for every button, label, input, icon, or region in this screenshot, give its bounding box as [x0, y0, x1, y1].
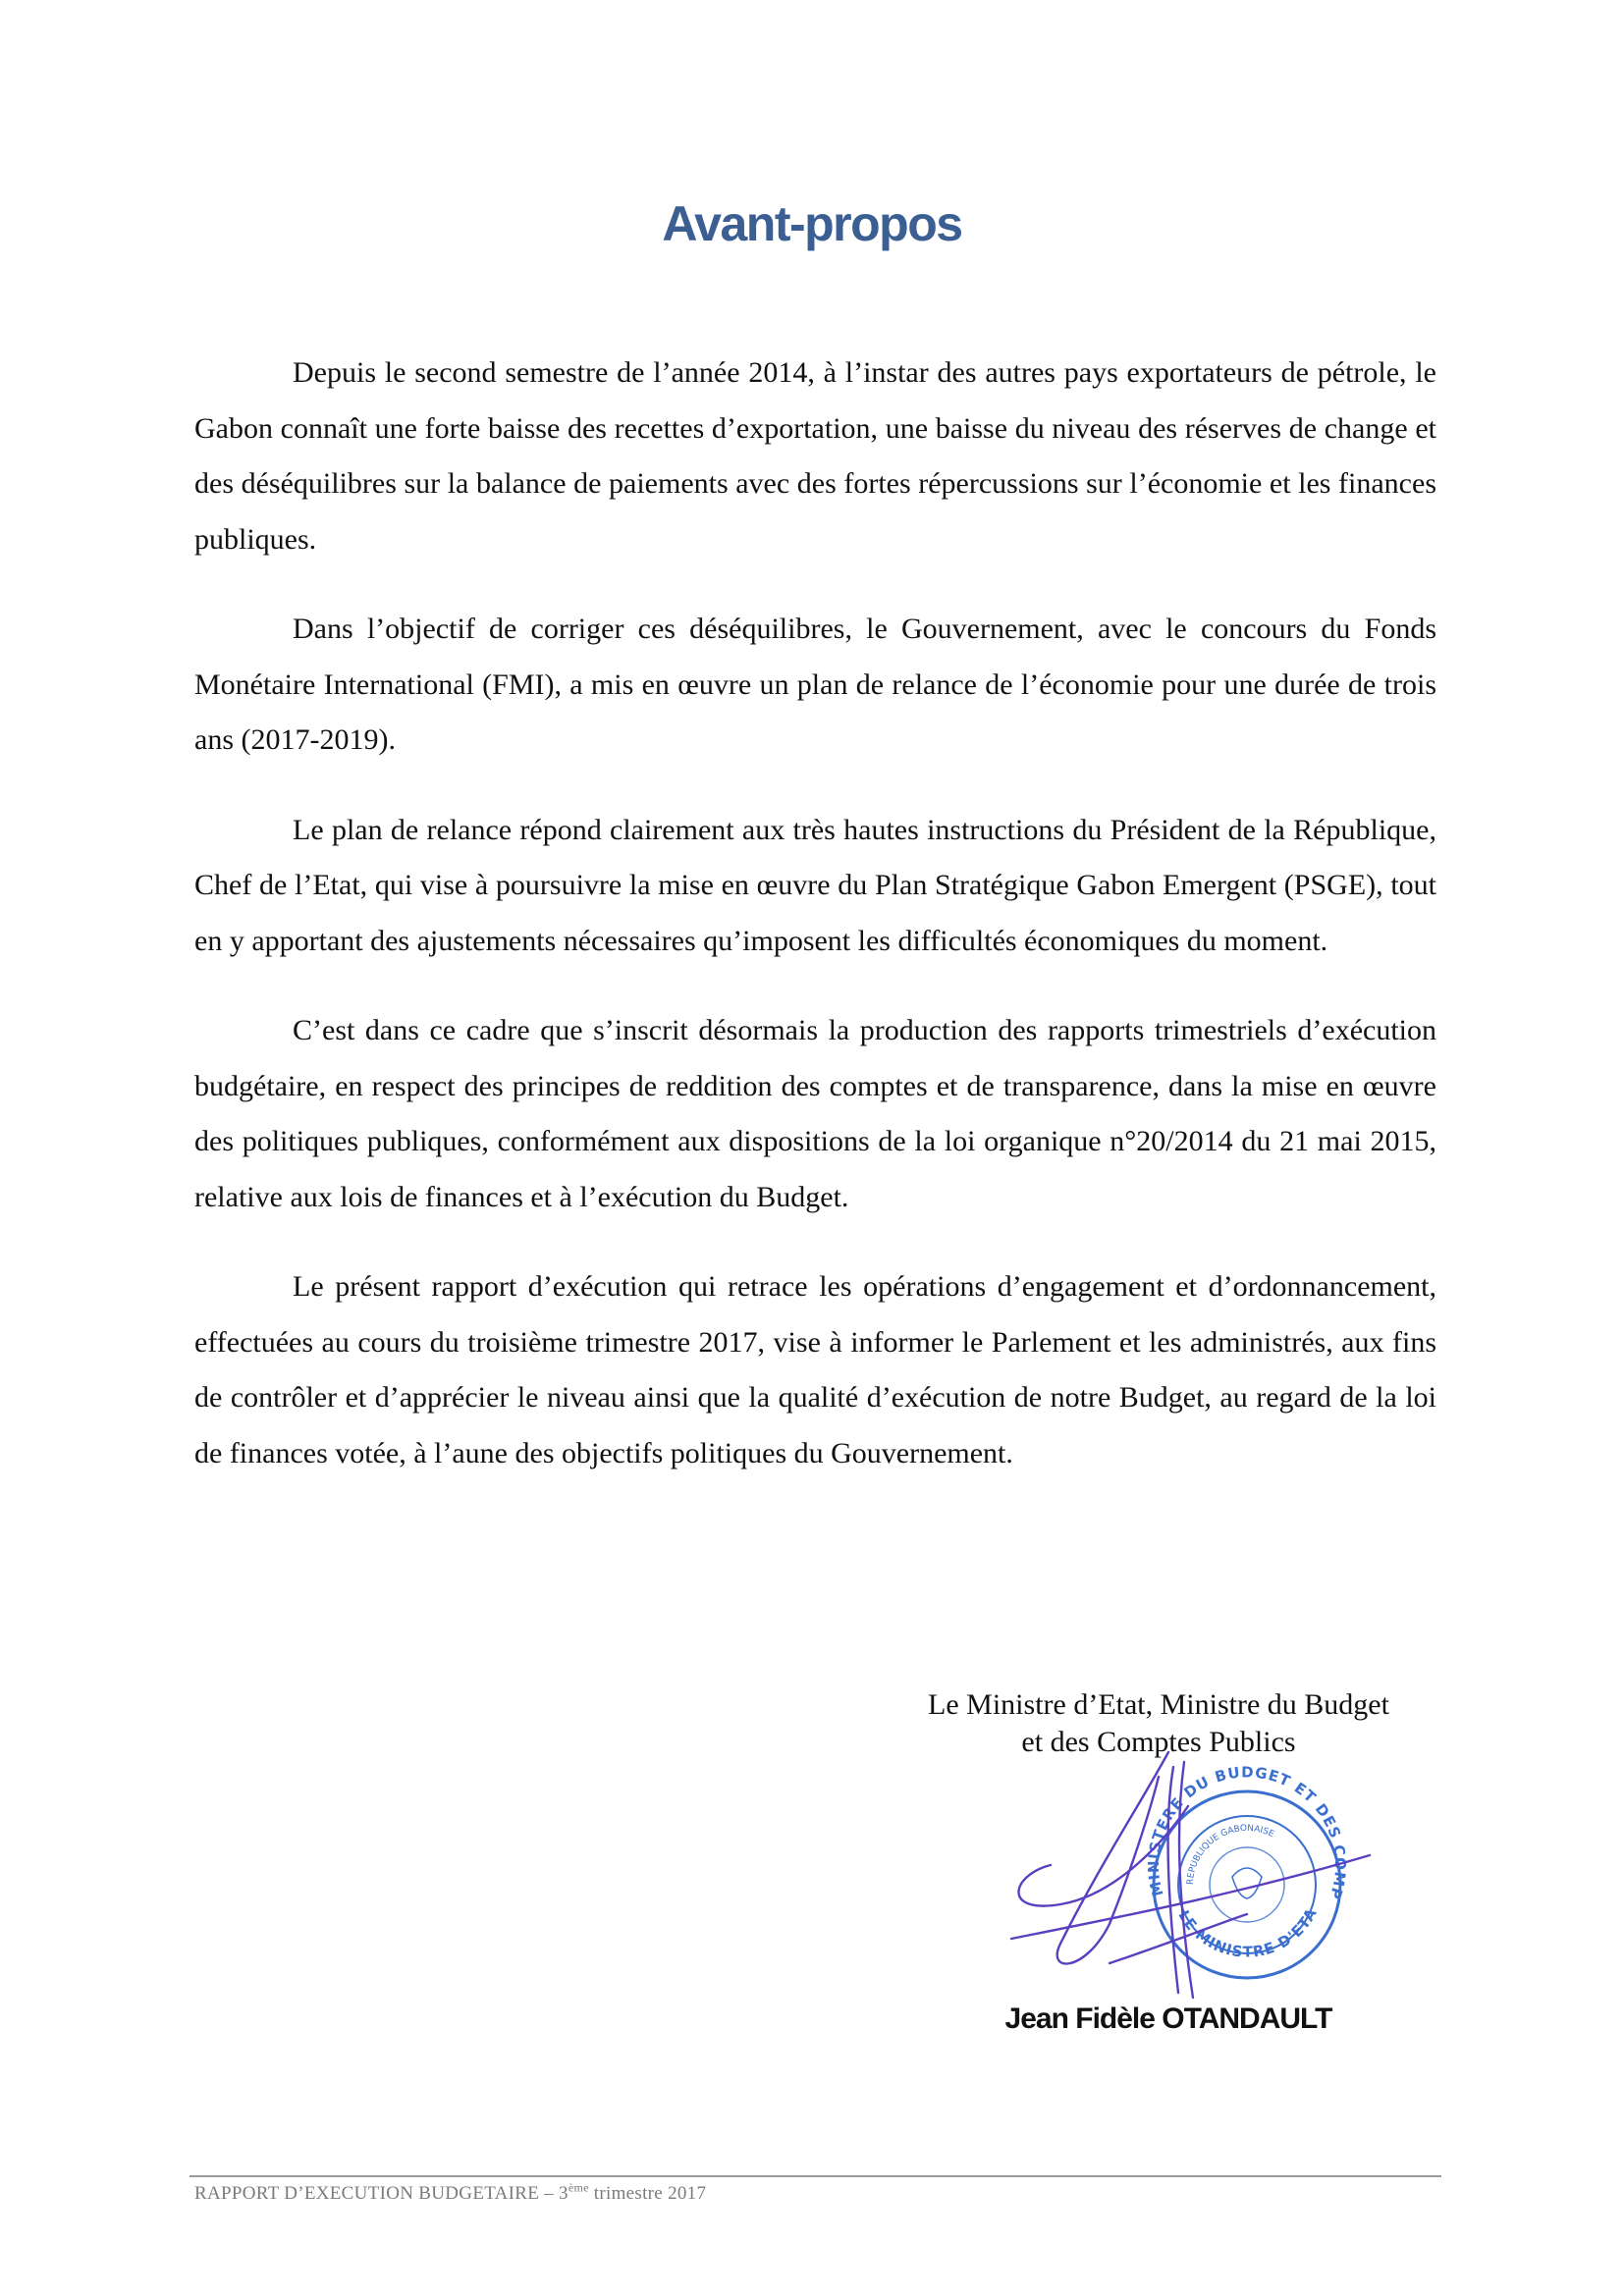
signature-and-stamp	[992, 1747, 1375, 2002]
body-text	[194, 346, 1436, 1516]
svg-text:REPUBLIQUE GABONAISE: REPUBLIQUE GABONAISE	[1185, 1823, 1276, 1886]
paragraph-1: Depuis le second semestre de l’année 2014, à l’instar des autres pays exportateurs de pétrole, le Gabon connaît une forte baisse des recettes d’exportation, une baisse du niveau des réserves de change et des déséquilibres sur la balance de paiements avec des fortes répercussions sur l’économie et les finances publiques.	[194, 356, 1436, 556]
footer-prefix: RAPPORT D’EXECUTION BUDGETAIRE – 3	[194, 2183, 568, 2204]
signatory-name: Jean Fidèle OTANDAULT	[1004, 2002, 1332, 2035]
page-footer	[194, 2180, 707, 2205]
svg-text:LE MINISTRE D'ETAT: LE MINISTRE D'ETA	[1174, 1905, 1321, 1961]
paragraph-3: Le plan de relance répond clairement aux très hautes instructions du Président de la République, Chef de l’Etat, qui vise à poursuivre la mise en œuvre du Plan Stratégique Gabon Emergent (PSGE), tout en y apportant des ajustements nécessaires qu’imposent les difficultés économiques du moment.	[194, 813, 1436, 957]
signatory-role-line-2: et des Comptes Publics	[1021, 1726, 1296, 1758]
signatory-role-line-1: Le Ministre d’Etat, Ministre du Budget	[928, 1688, 1389, 1721]
page-title: Avant-propos	[662, 196, 962, 251]
paragraph-2: Dans l’objectif de corriger ces déséquilibres, le Gouvernement, avec le concours du Fonds Monétaire International (FMI), a mis en œuvre un plan de relance de l’économie pour une durée de trois ans (2017-2019).	[194, 613, 1436, 756]
footer-divider	[189, 2175, 1441, 2177]
footer-suffix: trimestre 2017	[588, 2183, 707, 2204]
paragraph-5: Le présent rapport d’exécution qui retrace les opérations d’engagement et d’ordonnancement, effectuées au cours du troisième trimestre 2017, vise à informer le Parlement et les administrés, aux fins de contrôler et d’apprécier le niveau ainsi que la qualité d’exécution de notre Budget, au regard de la loi de finances votée, à l’aune des objectifs politiques du Gouvernement.	[194, 1270, 1436, 1469]
official-stamp-icon	[992, 1747, 1375, 2002]
svg-text:MINISTERE DU BUDGET ET DES COM: MINISTERE DU BUDGET ET DES COMP	[1144, 1763, 1350, 1902]
footer-superscript: ème	[568, 2180, 589, 2195]
paragraph-4: C’est dans ce cadre que s’inscrit désormais la production des rapports trimestriels d’exécution budgétaire, en respect des principes de reddition des comptes et de transparence, dans la mise en œuvre des politiques publiques, conformément aux dispositions de la loi organique n°20/2014 du 21 mai 2015, relative aux lois de finances et à l’exécution du Budget.	[194, 1014, 1436, 1213]
